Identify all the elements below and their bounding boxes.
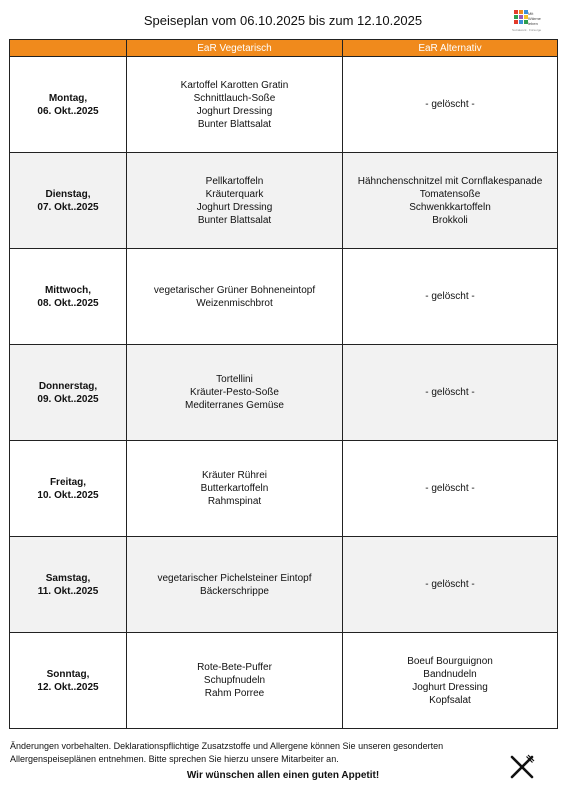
- dish-line: Butterkartoffeln: [200, 483, 269, 494]
- day-cell: [10, 57, 127, 153]
- logo-text-line: leben: [528, 21, 538, 26]
- dish-line: Rahmspinat: [207, 496, 262, 507]
- logo-text-line: Wärme: [528, 16, 541, 21]
- day-cell: [10, 633, 127, 729]
- logo-square: [514, 10, 518, 14]
- day-date: 09. Okt..2025: [37, 393, 99, 405]
- logo-square: [519, 15, 523, 19]
- table-row: [10, 57, 558, 153]
- dish-line: vegetarischer Pichelsteiner Eintopf: [157, 572, 312, 584]
- logo-mark: [514, 10, 528, 24]
- dish-line: Tomatensoße: [419, 188, 481, 200]
- dish-line: Schupfnudeln: [203, 675, 266, 686]
- dish-line: Kräuter Rührei: [201, 470, 268, 481]
- day-date: 08. Okt..2025: [37, 297, 99, 309]
- day-weekday: Dienstag,: [45, 188, 91, 200]
- logo-subtitle: Sozialwerk · Fürsorge: [512, 28, 542, 32]
- dish-line: - gelöscht -: [425, 99, 475, 110]
- day-date: 10. Okt..2025: [37, 489, 99, 501]
- day-date: 12. Okt..2025: [37, 681, 99, 693]
- dish-line: Kräuterquark: [205, 188, 264, 200]
- dish-line: Bandnudeln: [423, 668, 477, 680]
- day-cell: [10, 249, 127, 345]
- vegetarian-cell: [127, 441, 343, 537]
- logo-square: [514, 15, 518, 19]
- day-cell: [10, 441, 127, 537]
- day-cell: [10, 345, 127, 441]
- logo-square: [514, 20, 518, 24]
- vegetarian-cell: [127, 57, 343, 153]
- dish-line: - gelöscht -: [425, 291, 475, 302]
- dish-line: Kräuter-Pesto-Soße: [190, 387, 279, 398]
- logo-text-line: Mit: [528, 11, 534, 16]
- alternative-cell: [343, 537, 558, 633]
- vegetarian-cell: [127, 345, 343, 441]
- dish-line: - gelöscht -: [425, 387, 475, 398]
- table-row: [10, 537, 558, 633]
- day-weekday: Mittwoch,: [44, 284, 92, 296]
- dish-line: - gelöscht -: [425, 483, 475, 494]
- dish-line: Brokkoli: [432, 214, 468, 226]
- footer-note: Änderungen vorbehalten. Deklarationspflichtige Zusatzstoffe und Allergene können Sie unseren gesonderten Allergenspeiseplänen entnehmen. Bitte sprechen Sie hierzu unsere Mitarbeiter an.: [10, 741, 444, 764]
- dish-line: Rote-Bete-Puffer: [197, 662, 272, 673]
- dish-line: Joghurt Dressing: [196, 105, 273, 117]
- logo-text: [528, 11, 541, 26]
- dish-line: Boeuf Bourguignon: [407, 655, 493, 667]
- alternative-cell: [343, 441, 558, 537]
- day-date: 11. Okt..2025: [37, 585, 99, 597]
- dish-line: Hähnchenschnitzel mit Cornflakespanade: [357, 175, 543, 187]
- dish-line: Pellkartoffeln: [205, 175, 264, 187]
- dish-line: Tortellini: [216, 374, 253, 385]
- day-cell: [10, 153, 127, 249]
- day-weekday: Freitag,: [49, 476, 87, 488]
- vegetarian-cell: [127, 633, 343, 729]
- day-date: 06. Okt..2025: [37, 105, 99, 117]
- dish-line: Joghurt Dressing: [196, 201, 273, 213]
- logo: [510, 8, 546, 36]
- dish-line: Schwenkkartoffeln: [409, 201, 491, 213]
- alternative-cell: [343, 633, 558, 729]
- dish-line: vegetarischer Grüner Bohneneintopf: [153, 284, 316, 296]
- dish-line: Kopfsalat: [429, 694, 471, 706]
- page-title: Speiseplan vom 06.10.2025 bis zum 12.10.2025: [143, 13, 423, 28]
- table-row: [10, 633, 558, 729]
- dish-line: Bunter Blattsalat: [197, 214, 272, 226]
- table-row: [10, 249, 558, 345]
- alternative-cell: [343, 153, 558, 249]
- cutlery-icon: [508, 753, 536, 781]
- table-row: [10, 441, 558, 537]
- day-weekday: Donnerstag,: [38, 380, 98, 392]
- vegetarian-cell: [127, 249, 343, 345]
- header-alternative: EaR Alternativ: [343, 40, 558, 57]
- dish-line: Bäckerschrippe: [200, 585, 269, 597]
- table-row: [10, 345, 558, 441]
- day-cell: [10, 537, 127, 633]
- dish-line: Mediterranes Gemüse: [185, 400, 284, 411]
- alternative-cell: [343, 57, 558, 153]
- alternative-cell: [343, 249, 558, 345]
- header-day: [10, 40, 127, 57]
- day-weekday: Montag,: [48, 92, 88, 104]
- appetit-text: Wir wünschen allen einen guten Appetit!: [186, 770, 380, 781]
- day-weekday: Sonntag,: [46, 668, 90, 680]
- dish-line: Weizenmischbrot: [196, 297, 273, 309]
- logo-square: [519, 20, 523, 24]
- table-header-row: [10, 40, 558, 57]
- dish-line: Bunter Blattsalat: [197, 118, 272, 130]
- menu-table: [9, 39, 558, 729]
- dish-line: Rahm Porree: [204, 688, 265, 699]
- vegetarian-cell: [127, 537, 343, 633]
- logo-square: [519, 10, 523, 14]
- vegetarian-cell: [127, 153, 343, 249]
- dish-line: - gelöscht -: [425, 579, 475, 590]
- dish-line: Joghurt Dressing: [412, 681, 488, 693]
- header-vegetarian: EaR Vegetarisch: [127, 40, 343, 57]
- day-weekday: Samstag,: [45, 572, 91, 584]
- table-row: [10, 153, 558, 249]
- day-date: 07. Okt..2025: [37, 201, 99, 213]
- alternative-cell: [343, 345, 558, 441]
- dish-line: Kartoffel Karotten Gratin: [180, 79, 289, 91]
- dish-line: Schnittlauch-Soße: [193, 92, 276, 104]
